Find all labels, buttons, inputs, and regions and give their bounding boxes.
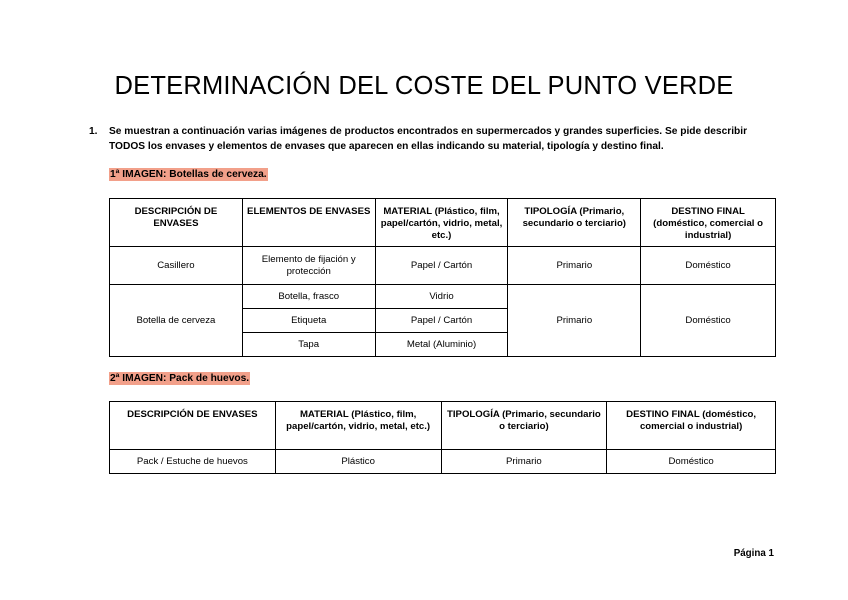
cell-tipologia: Primario bbox=[508, 247, 641, 285]
header-cell: ELEMENTOS DE ENVASES bbox=[242, 199, 375, 247]
table-header-row bbox=[110, 402, 776, 450]
page-number: Página 1 bbox=[733, 548, 774, 559]
section2-heading: 2ª IMAGEN: Pack de huevos. bbox=[110, 373, 250, 384]
cell-desc: Botella de cerveza bbox=[110, 285, 243, 357]
cell-element: Etiqueta bbox=[242, 309, 375, 333]
cell-tipologia: Primario bbox=[441, 450, 607, 474]
table-header-row bbox=[110, 199, 776, 247]
table-eggs bbox=[109, 401, 776, 474]
table-row bbox=[110, 247, 776, 285]
cell-desc: Casillero bbox=[110, 247, 243, 285]
question-text: Se muestran a continuación varias imágenes de productos encontrados en supermercados y grandes superficies. Se pide describir TODOS los envases y elementos de envases que aparecen en ellas indicando su material, tipología y destino final. bbox=[109, 126, 748, 152]
cell-material: Metal (Aluminio) bbox=[375, 333, 508, 357]
header-cell: MATERIAL (Plástico, film, papel/cartón, vidrio, metal, etc.) bbox=[275, 402, 441, 450]
cell-destino: Doméstico bbox=[641, 247, 776, 285]
header-cell: DESCRIPCIÓN DE ENVASES bbox=[110, 402, 276, 450]
table-row bbox=[110, 285, 776, 309]
header-cell: DESTINO FINAL (doméstico, comercial o industrial) bbox=[607, 402, 776, 450]
header-cell: TIPOLOGÍA (Primario, secundario o terciario) bbox=[441, 402, 607, 450]
cell-desc: Pack / Estuche de huevos bbox=[110, 450, 276, 474]
cell-element: Tapa bbox=[242, 333, 375, 357]
page-title: DETERMINACIÓN DEL COSTE DEL PUNTO VERDE bbox=[114, 72, 734, 100]
cell-element: Botella, frasco bbox=[242, 285, 375, 309]
cell-destino: Doméstico bbox=[607, 450, 776, 474]
section1-heading: 1ª IMAGEN: Botellas de cerveza. bbox=[110, 169, 267, 180]
cell-destino: Doméstico bbox=[641, 285, 776, 357]
cell-material: Papel / Cartón bbox=[375, 247, 508, 285]
table-row bbox=[110, 450, 776, 474]
header-cell: MATERIAL (Plástico, film, papel/cartón, vidrio, metal, etc.) bbox=[375, 199, 508, 247]
header-cell: DESTINO FINAL (doméstico, comercial o industrial) bbox=[641, 199, 776, 247]
cell-tipologia: Primario bbox=[508, 285, 641, 357]
question-number: 1. bbox=[89, 126, 98, 137]
cell-material: Vidrio bbox=[375, 285, 508, 309]
cell-material: Plástico bbox=[275, 450, 441, 474]
header-cell: TIPOLOGÍA (Primario, secundario o terciario) bbox=[508, 199, 641, 247]
header-cell: DESCRIPCIÓN DE ENVASES bbox=[110, 199, 243, 247]
cell-element: Elemento de fijación y protección bbox=[242, 247, 375, 285]
table-bottles bbox=[109, 198, 776, 357]
cell-material: Papel / Cartón bbox=[375, 309, 508, 333]
